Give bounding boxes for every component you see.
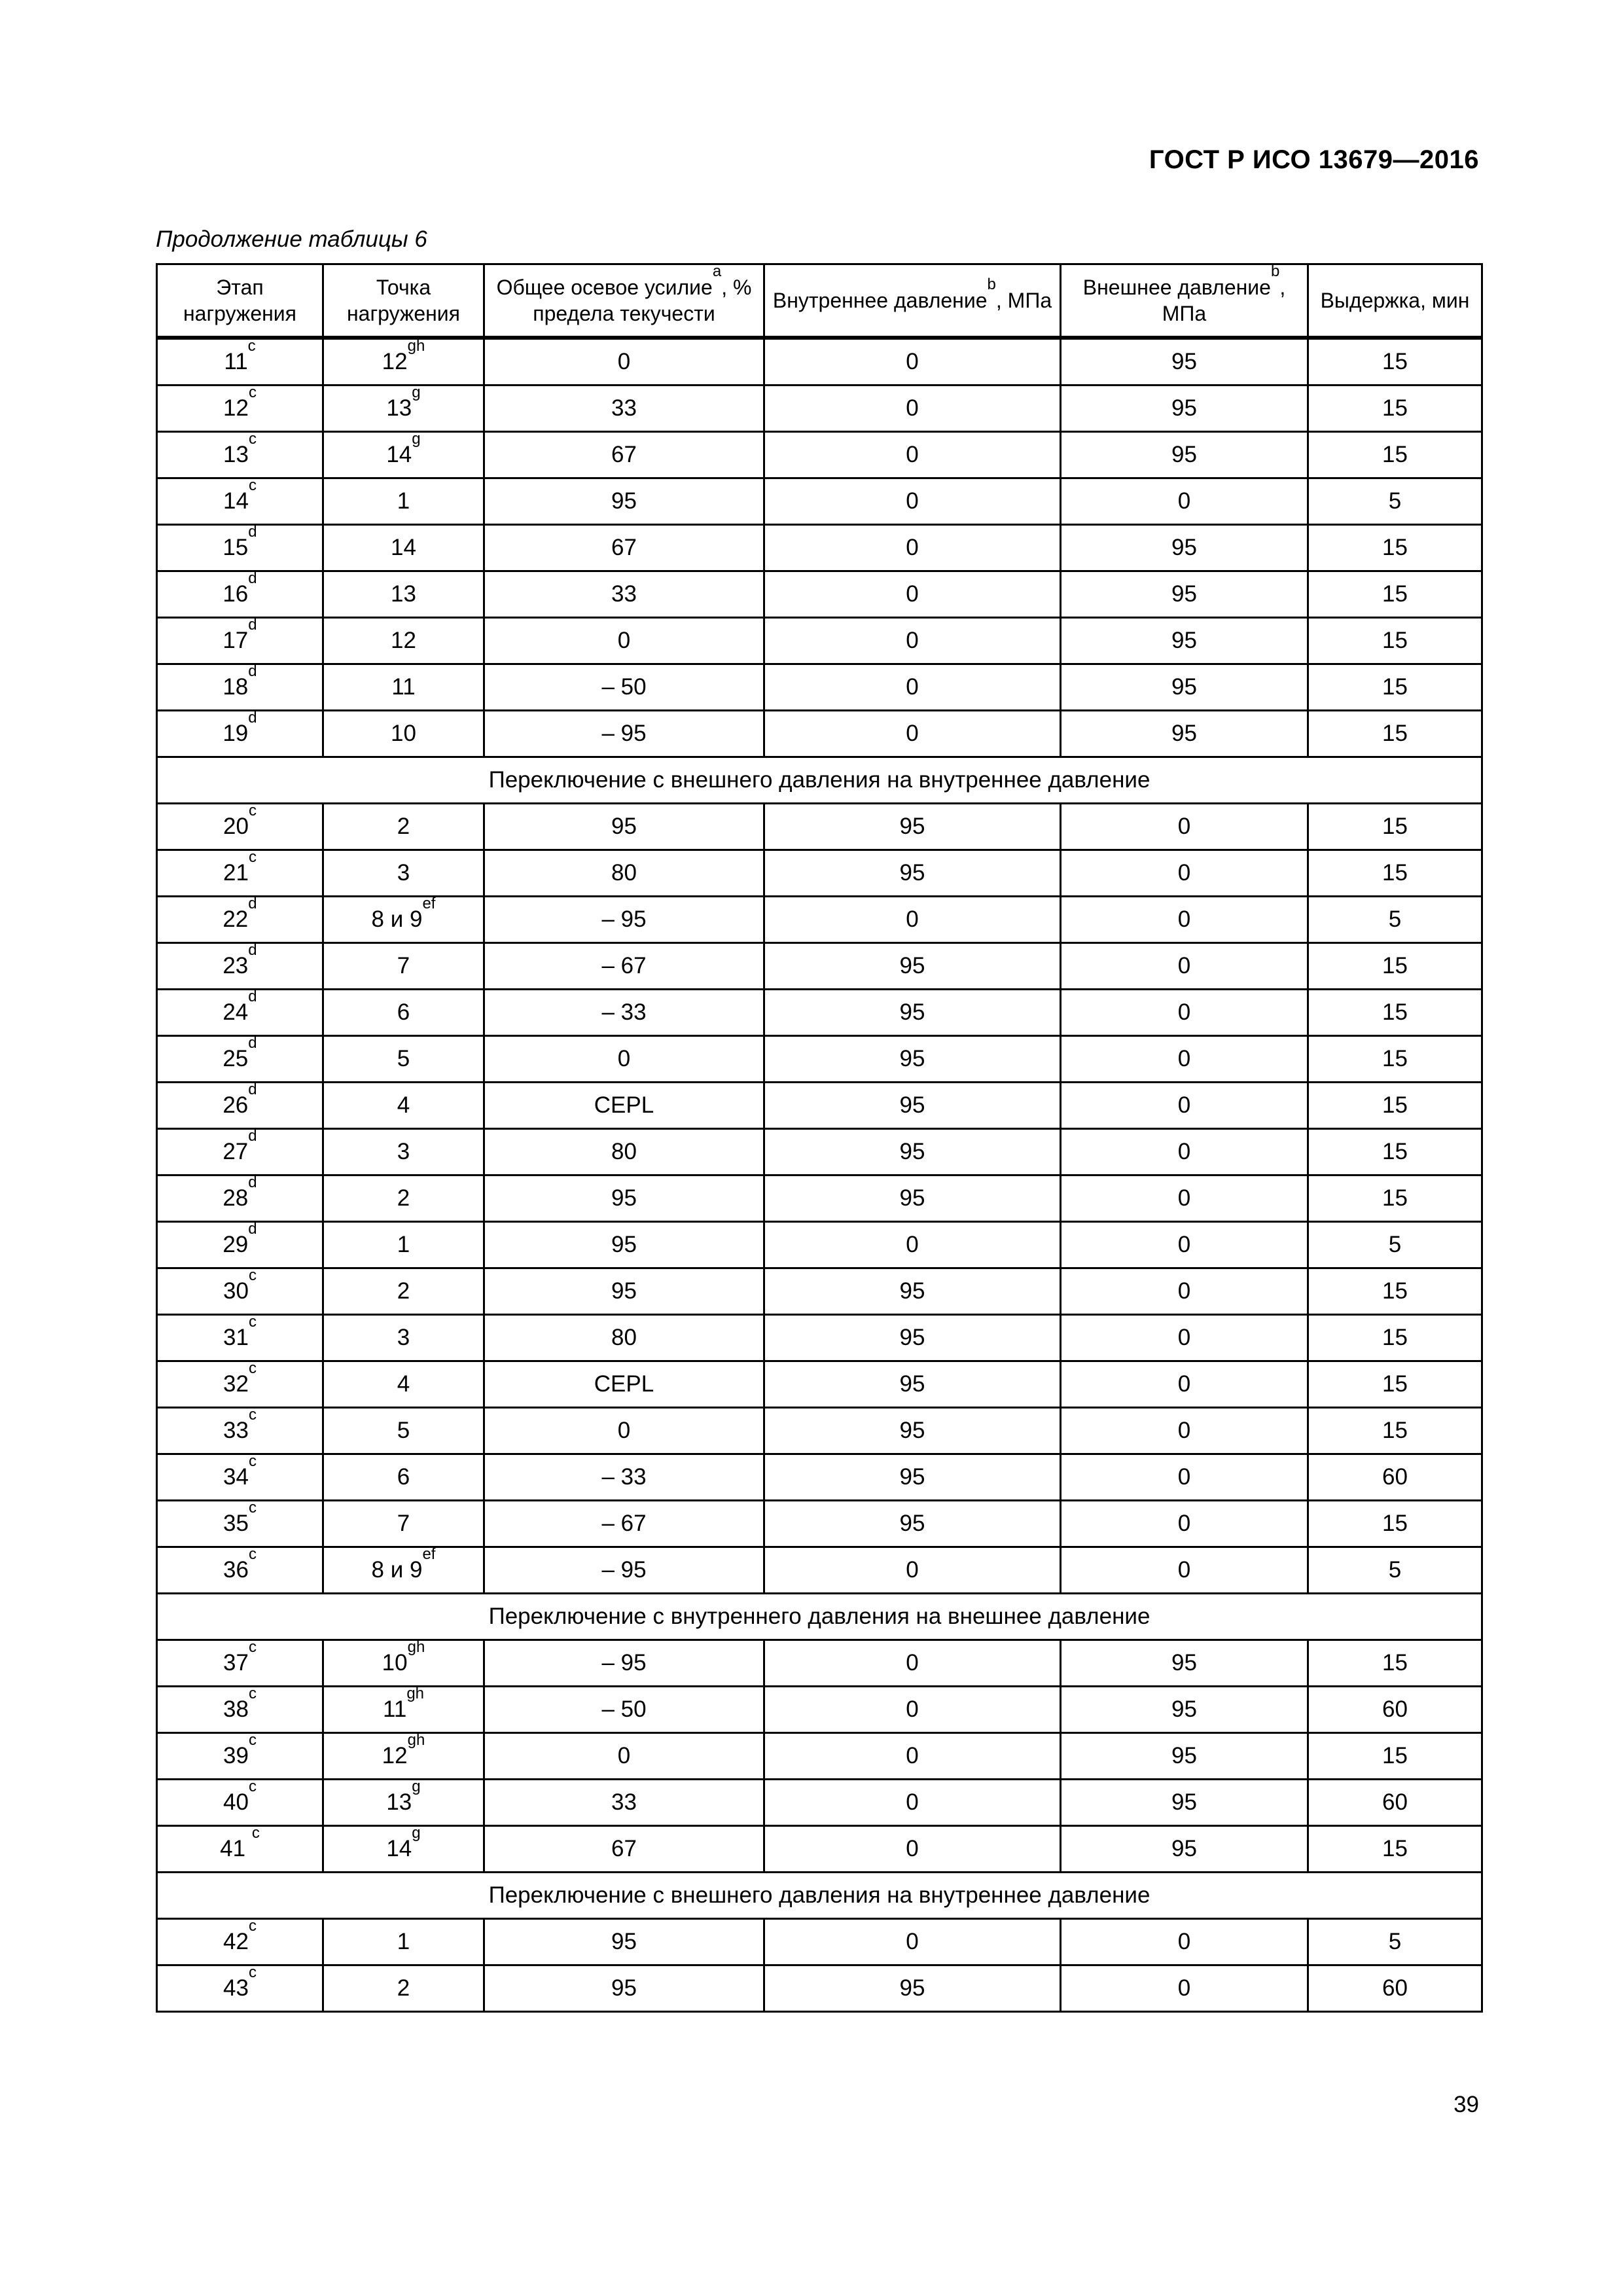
- cell-axial-force: – 95: [484, 1640, 764, 1687]
- table-row: [157, 1640, 1482, 1687]
- table-row: [157, 1315, 1482, 1361]
- cell-internal-pressure: 0: [764, 386, 1061, 432]
- cell-axial-force: CEPL: [484, 1361, 764, 1408]
- section-divider-row: [157, 1873, 1482, 1919]
- cell-external-pressure: 0: [1061, 1222, 1308, 1268]
- cell-axial-force: – 95: [484, 897, 764, 943]
- cell-hold-time: 60: [1308, 1687, 1482, 1733]
- table-row: [157, 897, 1482, 943]
- cell-axial-force: CEPL: [484, 1083, 764, 1129]
- cell-external-pressure: 0: [1061, 850, 1308, 897]
- cell-point: $10^{gh}$: [323, 1640, 484, 1687]
- cell-stage: 28$^d$: [157, 1175, 323, 1222]
- cell-external-pressure: 95: [1061, 1687, 1308, 1733]
- table-row: [157, 1501, 1482, 1547]
- cell-stage: 12$^c$: [157, 386, 323, 432]
- cell-axial-force: 0: [484, 1733, 764, 1780]
- cell-hold-time: 15: [1308, 571, 1482, 618]
- cell-axial-force: 33: [484, 571, 764, 618]
- cell-axial-force: 67: [484, 432, 764, 478]
- cell-external-pressure: 0: [1061, 1036, 1308, 1083]
- cell-stage: 26$^d$: [157, 1083, 323, 1129]
- cell-hold-time: 15: [1308, 1268, 1482, 1315]
- cell-stage: 42$^c$: [157, 1919, 323, 1965]
- cell-point: 1: [323, 1919, 484, 1965]
- cell-point: 1: [323, 1222, 484, 1268]
- cell-point: 10: [323, 711, 484, 757]
- cell-axial-force: 95: [484, 1965, 764, 2012]
- cell-internal-pressure: 95: [764, 1315, 1061, 1361]
- cell-external-pressure: 0: [1061, 804, 1308, 850]
- cell-stage: 14$^c$: [157, 478, 323, 525]
- cell-axial-force: 95: [484, 478, 764, 525]
- cell-point: 3: [323, 850, 484, 897]
- cell-stage: 16$^d$: [157, 571, 323, 618]
- table-row: [157, 338, 1482, 386]
- cell-external-pressure: 95: [1061, 618, 1308, 664]
- cell-point: $12^{gh}$: [323, 338, 484, 386]
- table-row: [157, 571, 1482, 618]
- table-row: [157, 1361, 1482, 1408]
- cell-internal-pressure: 0: [764, 1222, 1061, 1268]
- table-row: [157, 804, 1482, 850]
- cell-internal-pressure: 0: [764, 1640, 1061, 1687]
- cell-stage: 40$^c$: [157, 1780, 323, 1826]
- cell-axial-force: – 95: [484, 1547, 764, 1594]
- cell-point: 4: [323, 1361, 484, 1408]
- cell-point: 3: [323, 1315, 484, 1361]
- table-row: [157, 1547, 1482, 1594]
- cell-external-pressure: 95: [1061, 711, 1308, 757]
- cell-internal-pressure: 95: [764, 990, 1061, 1036]
- cell-internal-pressure: 95: [764, 1501, 1061, 1547]
- section-divider-row: [157, 757, 1482, 804]
- cell-stage: 24$^d$: [157, 990, 323, 1036]
- cell-point: 13$^g$: [323, 1780, 484, 1826]
- cell-axial-force: 95: [484, 1175, 764, 1222]
- cell-point: 2: [323, 1965, 484, 2012]
- cell-external-pressure: 0: [1061, 897, 1308, 943]
- cell-stage: 37$^c$: [157, 1640, 323, 1687]
- cell-axial-force: 0: [484, 338, 764, 386]
- cell-internal-pressure: 95: [764, 943, 1061, 990]
- cell-hold-time: 15: [1308, 1501, 1482, 1547]
- cell-axial-force: – 95: [484, 711, 764, 757]
- cell-axial-force: – 50: [484, 1687, 764, 1733]
- cell-axial-force: – 33: [484, 990, 764, 1036]
- cell-stage: 18$^d$: [157, 664, 323, 711]
- cell-point: 8 и $9^{ef}$: [323, 897, 484, 943]
- table-row: [157, 478, 1482, 525]
- cell-stage: 20$^c$: [157, 804, 323, 850]
- cell-internal-pressure: 95: [764, 850, 1061, 897]
- cell-axial-force: 0: [484, 1408, 764, 1454]
- cell-internal-pressure: 95: [764, 1036, 1061, 1083]
- table-row: [157, 1129, 1482, 1175]
- cell-internal-pressure: 0: [764, 525, 1061, 571]
- cell-hold-time: 15: [1308, 804, 1482, 850]
- cell-internal-pressure: 0: [764, 1780, 1061, 1826]
- cell-hold-time: 5: [1308, 1222, 1482, 1268]
- cell-stage: 35$^c$: [157, 1501, 323, 1547]
- section-divider-label: Переключение с внутреннего давления на внешнее давление: [157, 1594, 1482, 1640]
- cell-stage: 22$^d$: [157, 897, 323, 943]
- cell-point: 8 и $9^{ef}$: [323, 1547, 484, 1594]
- cell-axial-force: – 67: [484, 1501, 764, 1547]
- cell-point: 14: [323, 525, 484, 571]
- cell-external-pressure: 95: [1061, 432, 1308, 478]
- cell-internal-pressure: 95: [764, 1965, 1061, 2012]
- cell-axial-force: – 67: [484, 943, 764, 990]
- cell-stage: 29$^d$: [157, 1222, 323, 1268]
- cell-internal-pressure: 0: [764, 1733, 1061, 1780]
- cell-axial-force: 95: [484, 1268, 764, 1315]
- table-row: [157, 1083, 1482, 1129]
- cell-hold-time: 15: [1308, 1175, 1482, 1222]
- cell-point: 1: [323, 478, 484, 525]
- cell-hold-time: 15: [1308, 1315, 1482, 1361]
- cell-axial-force: 33: [484, 1780, 764, 1826]
- cell-external-pressure: 95: [1061, 1733, 1308, 1780]
- cell-hold-time: 15: [1308, 525, 1482, 571]
- cell-external-pressure: 0: [1061, 1315, 1308, 1361]
- cell-axial-force: 67: [484, 1826, 764, 1873]
- table-row: [157, 525, 1482, 571]
- cell-external-pressure: 0: [1061, 1965, 1308, 2012]
- cell-hold-time: 5: [1308, 478, 1482, 525]
- cell-stage: 39$^c$: [157, 1733, 323, 1780]
- cell-axial-force: 80: [484, 850, 764, 897]
- cell-stage: 36$^c$: [157, 1547, 323, 1594]
- cell-point: 3: [323, 1129, 484, 1175]
- cell-point: 2: [323, 1175, 484, 1222]
- section-divider-label: Переключение с внешнего давления на внутреннее давление: [157, 757, 1482, 804]
- section-divider-row: [157, 1594, 1482, 1640]
- header-point: Точка нагружения: [323, 264, 484, 338]
- cell-point: $12^{gh}$: [323, 1733, 484, 1780]
- cell-internal-pressure: 95: [764, 1175, 1061, 1222]
- cell-hold-time: 15: [1308, 1129, 1482, 1175]
- cell-stage: 41 $^c$: [157, 1826, 323, 1873]
- table-row: [157, 1780, 1482, 1826]
- cell-hold-time: 15: [1308, 432, 1482, 478]
- table-row: [157, 1408, 1482, 1454]
- cell-stage: 31$^c$: [157, 1315, 323, 1361]
- cell-point: 6: [323, 990, 484, 1036]
- cell-internal-pressure: 95: [764, 1129, 1061, 1175]
- cell-hold-time: 15: [1308, 1640, 1482, 1687]
- cell-hold-time: 5: [1308, 897, 1482, 943]
- cell-hold-time: 5: [1308, 1919, 1482, 1965]
- cell-external-pressure: 0: [1061, 1129, 1308, 1175]
- cell-internal-pressure: 0: [764, 1826, 1061, 1873]
- cell-stage: 17$^d$: [157, 618, 323, 664]
- cell-external-pressure: 95: [1061, 1780, 1308, 1826]
- loading-table: [156, 263, 1483, 2013]
- table-row: [157, 432, 1482, 478]
- cell-internal-pressure: 95: [764, 1408, 1061, 1454]
- cell-internal-pressure: 95: [764, 1454, 1061, 1501]
- cell-internal-pressure: 0: [764, 1547, 1061, 1594]
- cell-hold-time: 15: [1308, 386, 1482, 432]
- cell-axial-force: 95: [484, 1222, 764, 1268]
- cell-internal-pressure: 0: [764, 571, 1061, 618]
- cell-internal-pressure: 0: [764, 478, 1061, 525]
- cell-point: 4: [323, 1083, 484, 1129]
- cell-hold-time: 15: [1308, 943, 1482, 990]
- cell-hold-time: 15: [1308, 711, 1482, 757]
- cell-external-pressure: 95: [1061, 1826, 1308, 1873]
- cell-stage: 30$^c$: [157, 1268, 323, 1315]
- cell-internal-pressure: 0: [764, 1687, 1061, 1733]
- cell-external-pressure: 0: [1061, 1083, 1308, 1129]
- cell-hold-time: 15: [1308, 1408, 1482, 1454]
- cell-hold-time: 15: [1308, 1036, 1482, 1083]
- cell-stage: 27$^d$: [157, 1129, 323, 1175]
- cell-stage: 33$^c$: [157, 1408, 323, 1454]
- cell-axial-force: 80: [484, 1129, 764, 1175]
- cell-stage: 38$^c$: [157, 1687, 323, 1733]
- cell-external-pressure: 95: [1061, 664, 1308, 711]
- cell-axial-force: 80: [484, 1315, 764, 1361]
- cell-axial-force: – 33: [484, 1454, 764, 1501]
- cell-external-pressure: 0: [1061, 990, 1308, 1036]
- cell-external-pressure: 0: [1061, 1268, 1308, 1315]
- cell-internal-pressure: 0: [764, 432, 1061, 478]
- cell-stage: 11$^c$: [157, 338, 323, 386]
- table-row: [157, 664, 1482, 711]
- cell-internal-pressure: 0: [764, 897, 1061, 943]
- cell-internal-pressure: 0: [764, 711, 1061, 757]
- header-internal-pressure: Внутреннее давление$^b$, МПа: [764, 264, 1061, 338]
- cell-point: 2: [323, 804, 484, 850]
- cell-stage: 13$^c$: [157, 432, 323, 478]
- cell-external-pressure: 0: [1061, 1501, 1308, 1547]
- table-row: [157, 1454, 1482, 1501]
- table-row: [157, 618, 1482, 664]
- cell-point: 13$^g$: [323, 386, 484, 432]
- table-row: [157, 1687, 1482, 1733]
- table-header-row: [157, 264, 1482, 338]
- section-divider-label: Переключение с внешнего давления на внутреннее давление: [157, 1873, 1482, 1919]
- cell-stage: 32$^c$: [157, 1361, 323, 1408]
- cell-point: 6: [323, 1454, 484, 1501]
- cell-point: 14$^g$: [323, 432, 484, 478]
- table-row: [157, 1733, 1482, 1780]
- cell-stage: 23$^d$: [157, 943, 323, 990]
- cell-point: 5: [323, 1036, 484, 1083]
- cell-internal-pressure: 0: [764, 1919, 1061, 1965]
- table-row: [157, 1826, 1482, 1873]
- header-stage: Этап нагружения: [157, 264, 323, 338]
- cell-stage: 43$^c$: [157, 1965, 323, 2012]
- table-row: [157, 1036, 1482, 1083]
- cell-external-pressure: 95: [1061, 1640, 1308, 1687]
- cell-external-pressure: 95: [1061, 571, 1308, 618]
- cell-hold-time: 15: [1308, 850, 1482, 897]
- cell-external-pressure: 95: [1061, 525, 1308, 571]
- table-row: [157, 1919, 1482, 1965]
- cell-stage: 21$^c$: [157, 850, 323, 897]
- table-row: [157, 711, 1482, 757]
- cell-internal-pressure: 95: [764, 1083, 1061, 1129]
- table-row: [157, 1965, 1482, 2012]
- cell-point: 2: [323, 1268, 484, 1315]
- header-external-pressure: Внешнее давление$^b$, МПа: [1061, 264, 1308, 338]
- table-row: [157, 1175, 1482, 1222]
- cell-point: 14$^g$: [323, 1826, 484, 1873]
- cell-external-pressure: 0: [1061, 1175, 1308, 1222]
- header-axial-force: Общее осевое усилие$^a$, % предела текучести: [484, 264, 764, 338]
- table-caption: Продолжение таблицы 6: [156, 226, 427, 252]
- cell-external-pressure: 0: [1061, 943, 1308, 990]
- cell-hold-time: 60: [1308, 1454, 1482, 1501]
- cell-hold-time: 60: [1308, 1780, 1482, 1826]
- cell-axial-force: – 50: [484, 664, 764, 711]
- cell-internal-pressure: 95: [764, 1268, 1061, 1315]
- cell-hold-time: 60: [1308, 1965, 1482, 2012]
- table-row: [157, 1268, 1482, 1315]
- cell-point: 11: [323, 664, 484, 711]
- cell-axial-force: 0: [484, 1036, 764, 1083]
- cell-point: 7: [323, 943, 484, 990]
- cell-external-pressure: 95: [1061, 386, 1308, 432]
- cell-external-pressure: 0: [1061, 478, 1308, 525]
- table-row: [157, 1222, 1482, 1268]
- cell-internal-pressure: 0: [764, 338, 1061, 386]
- document-header: ГОСТ Р ИСО 13679—2016: [1149, 145, 1479, 174]
- table-row: [157, 386, 1482, 432]
- cell-hold-time: 15: [1308, 1083, 1482, 1129]
- cell-axial-force: 0: [484, 618, 764, 664]
- cell-hold-time: 15: [1308, 1826, 1482, 1873]
- header-hold-time: Выдержка, мин: [1308, 264, 1482, 338]
- cell-hold-time: 15: [1308, 990, 1482, 1036]
- cell-hold-time: 15: [1308, 1361, 1482, 1408]
- cell-axial-force: 33: [484, 386, 764, 432]
- cell-point: 7: [323, 1501, 484, 1547]
- table-body: [157, 338, 1482, 2012]
- cell-internal-pressure: 95: [764, 804, 1061, 850]
- cell-internal-pressure: 0: [764, 664, 1061, 711]
- cell-hold-time: 15: [1308, 338, 1482, 386]
- cell-hold-time: 5: [1308, 1547, 1482, 1594]
- cell-stage: 19$^d$: [157, 711, 323, 757]
- cell-hold-time: 15: [1308, 1733, 1482, 1780]
- cell-point: 12: [323, 618, 484, 664]
- table-row: [157, 990, 1482, 1036]
- cell-hold-time: 15: [1308, 664, 1482, 711]
- cell-point: 5: [323, 1408, 484, 1454]
- cell-external-pressure: 0: [1061, 1361, 1308, 1408]
- cell-stage: 25$^d$: [157, 1036, 323, 1083]
- cell-stage: 34$^c$: [157, 1454, 323, 1501]
- table-row: [157, 943, 1482, 990]
- cell-axial-force: 95: [484, 804, 764, 850]
- cell-axial-force: 67: [484, 525, 764, 571]
- cell-external-pressure: 95: [1061, 338, 1308, 386]
- cell-stage: 15$^d$: [157, 525, 323, 571]
- cell-point: 13: [323, 571, 484, 618]
- cell-external-pressure: 0: [1061, 1547, 1308, 1594]
- cell-point: $11^{gh}$: [323, 1687, 484, 1733]
- cell-internal-pressure: 95: [764, 1361, 1061, 1408]
- cell-internal-pressure: 0: [764, 618, 1061, 664]
- cell-hold-time: 15: [1308, 618, 1482, 664]
- cell-external-pressure: 0: [1061, 1454, 1308, 1501]
- table-row: [157, 850, 1482, 897]
- cell-external-pressure: 0: [1061, 1919, 1308, 1965]
- cell-external-pressure: 0: [1061, 1408, 1308, 1454]
- cell-axial-force: 95: [484, 1919, 764, 1965]
- page-number: 39: [1454, 2092, 1479, 2117]
